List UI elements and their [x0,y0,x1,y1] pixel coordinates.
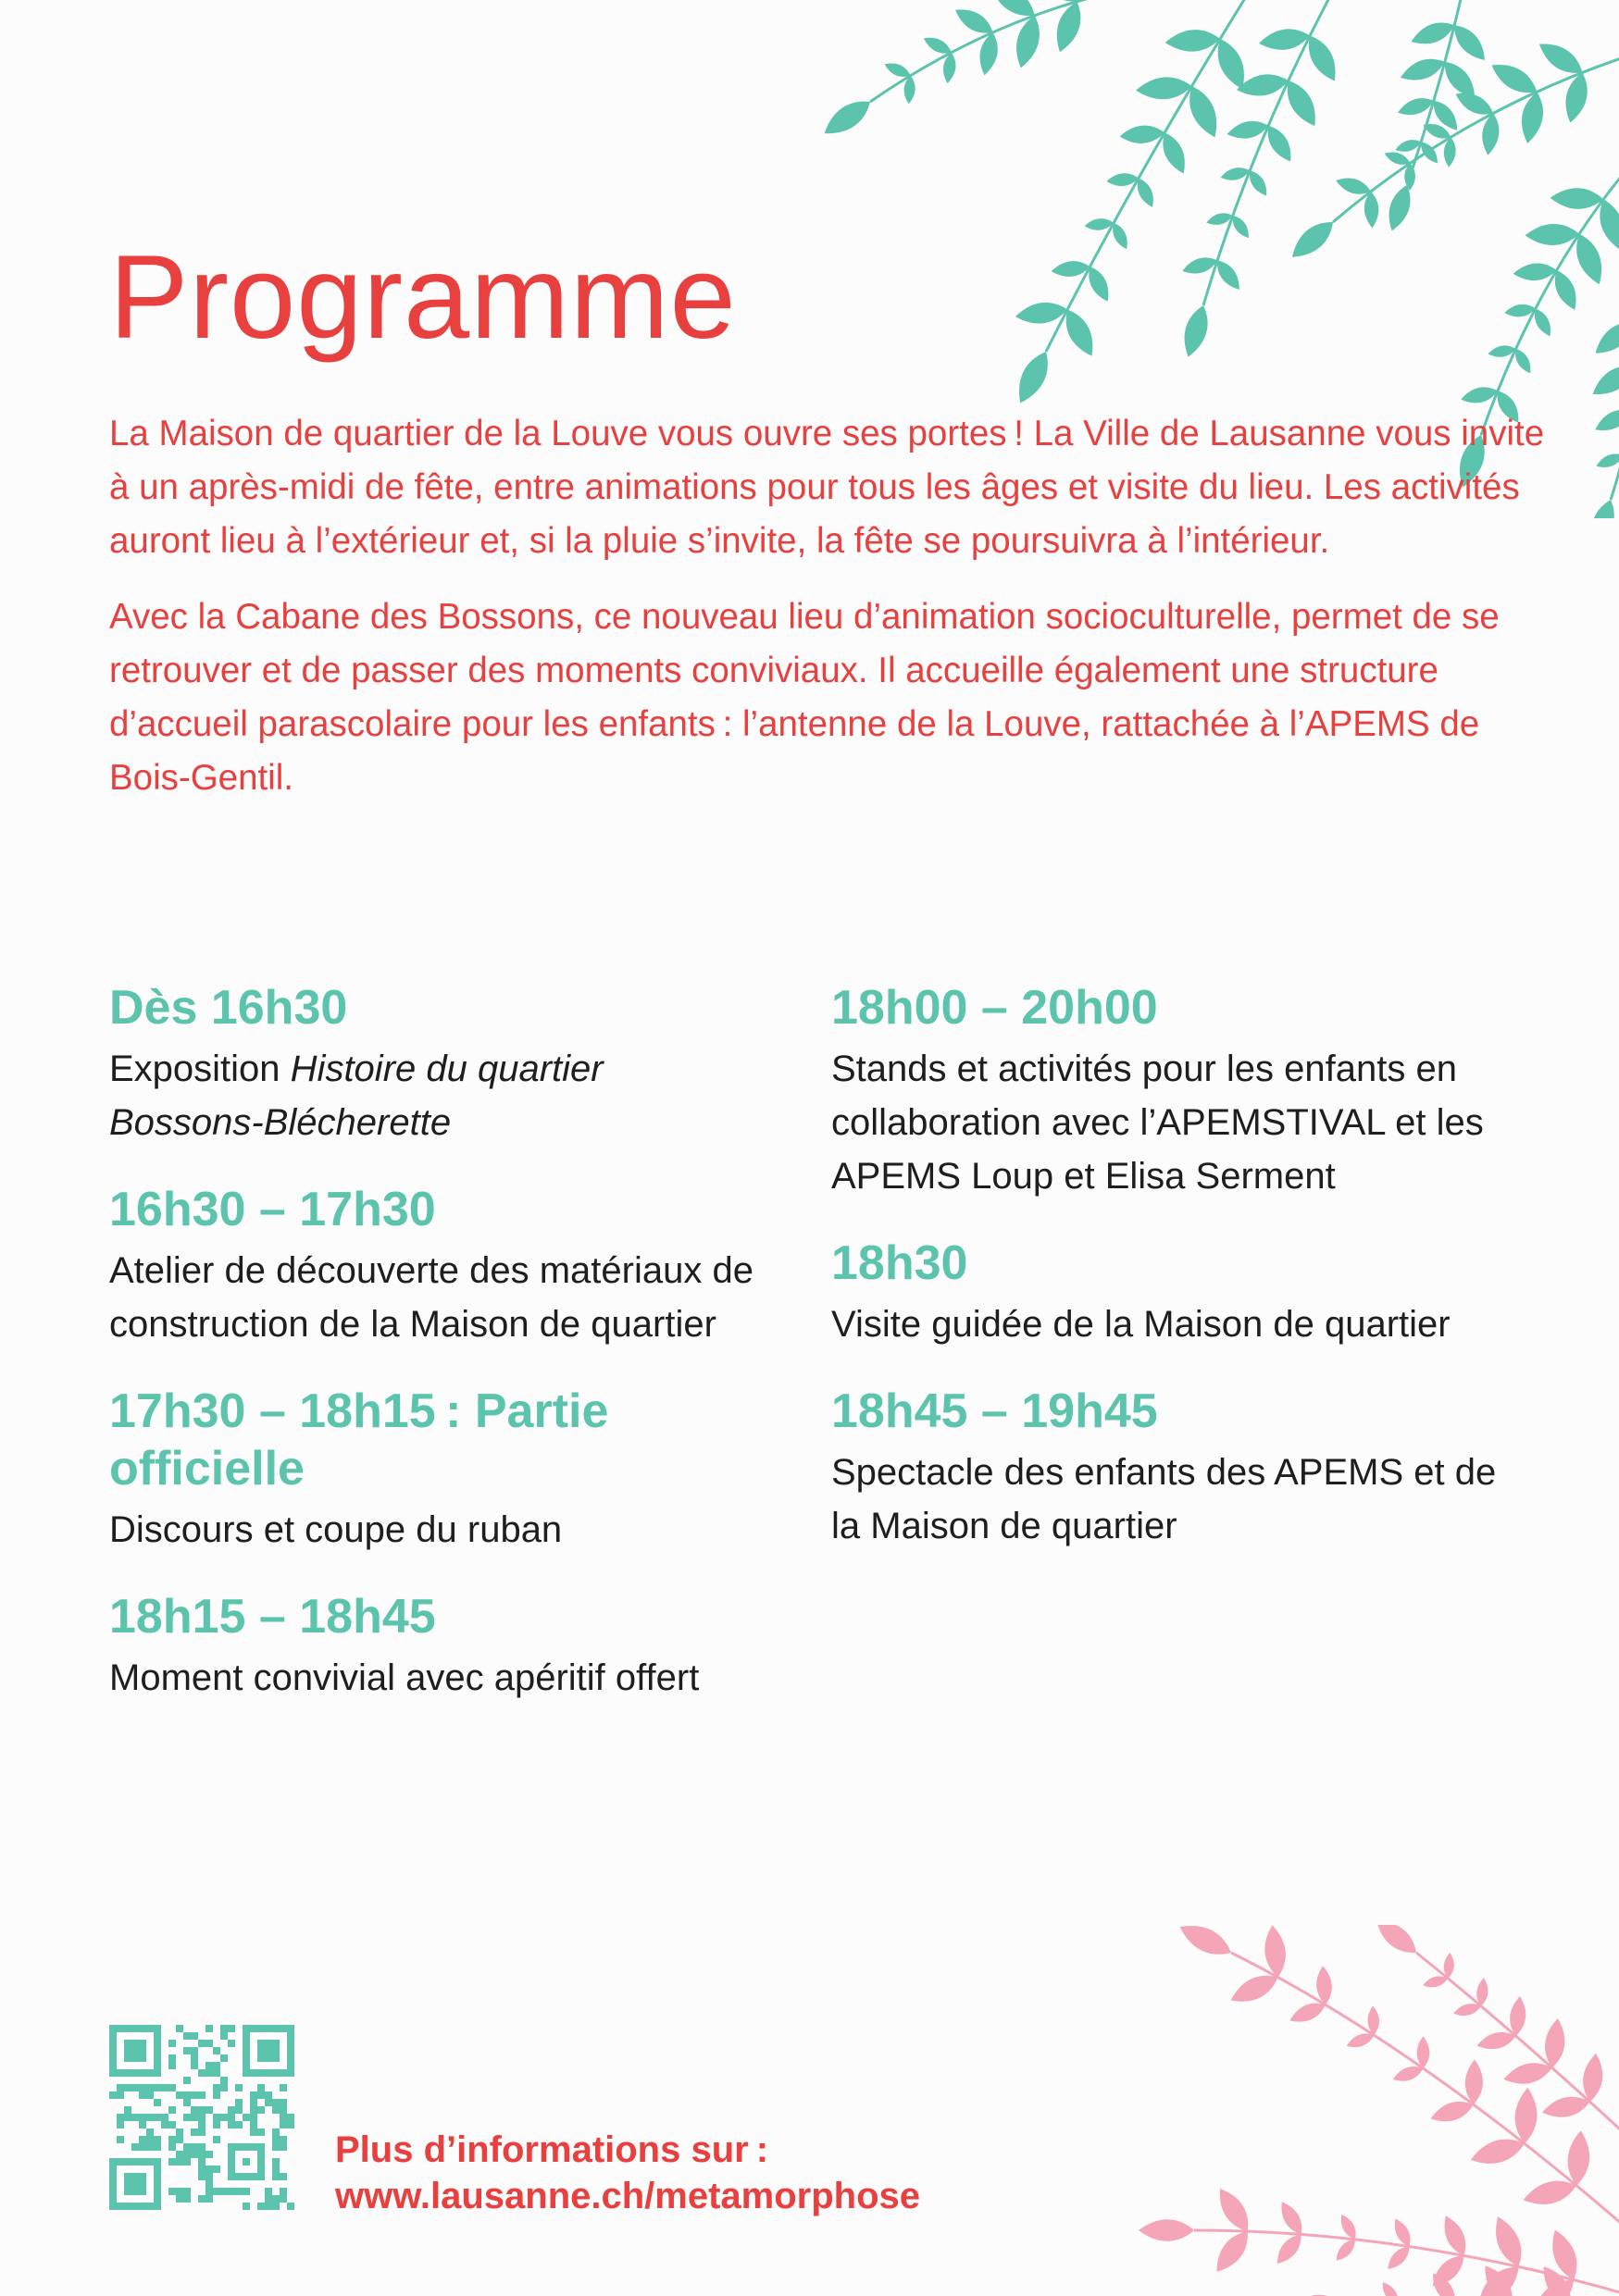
event-description: Moment convivial avec apéritif offert [109,1657,700,1698]
intro-paragraph-1: La Maison de quartier de la Louve vous ouvre ses portes ! La Ville de Lausanne vous invite à un après-midi de fête, entre animations pour tous les âges et visite du lieu. Les activités auront lieu à l’extérieur et, si la pluie s’invite, la fête se poursuivra à l’intérieur. [109,414,1545,561]
more-info-label: Plus d’informations sur : [335,2129,769,2170]
qr-code-icon[interactable] [109,2025,294,2210]
schedule-item [831,979,1535,1203]
event-time: 17h30 – 18h15 : Partie officielle [109,1384,609,1496]
event-time: 18h45 – 19h45 [831,1384,1158,1438]
event-description: Spectacle des enfants des APEMS et de la Maison de quartier [831,1452,1497,1546]
intro-text [109,407,1553,827]
event-time: 18h30 [831,1236,968,1290]
website-link[interactable]: www.lausanne.ch/metamorphose [335,2176,921,2216]
event-time: 18h15 – 18h45 [109,1590,436,1644]
exhibition-title: Histoire du quartier Bossons-Blécherette [109,1049,604,1143]
event-description: Visite guidée de la Maison de quartier [831,1304,1451,1345]
event-time: 16h30 – 17h30 [109,1183,436,1236]
schedule-item [109,1383,757,1557]
event-description: Stands et activités pour les enfants en collaboration avec l’APEMSTIVAL et les APEMS Loup et Elisa Serment [831,1049,1484,1197]
schedule-item [109,1588,757,1705]
schedule-left-column [109,979,757,1736]
schedule-right-column [831,979,1535,1584]
event-time: Dès 16h30 [109,981,348,1035]
schedule-item [831,1235,1535,1351]
event-description-prefix: Exposition [109,1049,291,1089]
page-title: Programme [109,231,737,364]
schedule-item [109,1181,757,1351]
schedule-item [109,979,757,1149]
intro-paragraph-2: Avec la Cabane des Bossons, ce nouveau lieu d’animation socioculturelle, permet de se retrouver et de passer des moments conviviaux. Il accueille également une structure d’accueil parascolaire pour les enfants : l’antenne de la Louve, rattachée à l’APEMS de Bois-Gentil. [109,597,1500,798]
event-time: 18h00 – 20h00 [831,981,1158,1035]
event-description: Discours et coupe du ruban [109,1509,563,1550]
more-info [335,2127,920,2219]
event-description [109,1042,757,1149]
event-description: Atelier de découverte des matériaux de construction de la Maison de quartier [109,1250,753,1345]
schedule-item [831,1383,1535,1553]
pink-leaves-decoration-icon [1111,1925,1619,2296]
